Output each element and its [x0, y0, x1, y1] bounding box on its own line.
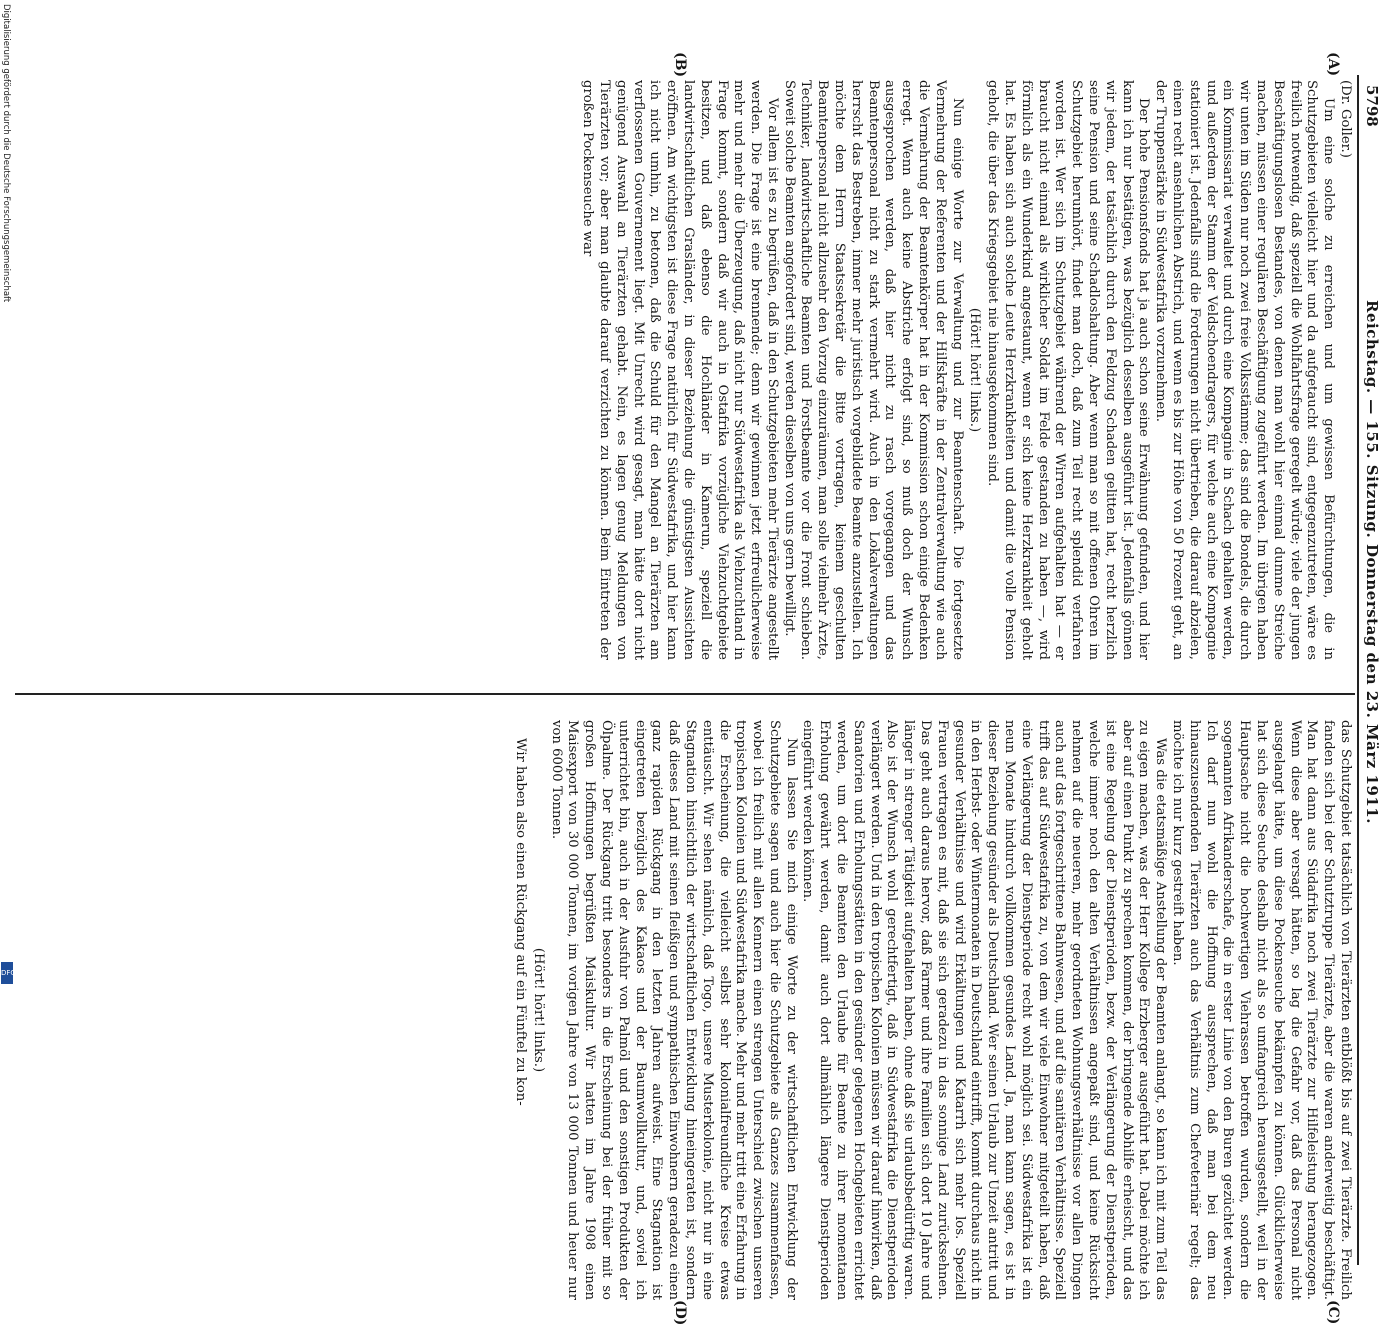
paragraph: das Schutzgebiet tatsächlich von Tierärzten entblößt bis auf zwei Tierärzte. Freilich fanden sich bei der Schutztruppe Tierärzte, aber die waren anderweitig beschäftigt. Man hat dann aus Südafrika noch zwei Tierärzte zur Hilfeleistung herangezogen. Wenn diese aber versagt hätten, so lag die Gefahr vor, daß das Personal nicht ausgelangt hätte, um diese Pockenseuche bekämpfen zu können. Glücklicherweise hat sich diese Seuche deshalb nicht als so umfangreich herausgestellt, weil in der Hauptsache nicht die hochwertigen Viehrassen betroffen wurden, sondern die sogenannten Afrikanderschafe, die in erster Linie von den Buren gezüchtet werden. Ich darf nun wohl die Hoffnung aussprechen, daß man bei dem neu hinauszusendenden Tierärzten auch das Verhältnis zum Chefveterinär regelt; das möchte ich nur kurz gestreift haben. — [1170, 720, 1353, 1300]
margin-letter-d: (D) — [672, 1300, 688, 1325]
interjection: (Hört! hört! links.) — [967, 307, 983, 433]
left-column — [11, 80, 1353, 660]
running-header — [1353, 0, 1383, 1000]
header-rule — [1357, 75, 1359, 1265]
margin-letter-b: (B) — [672, 52, 688, 78]
paragraph: Um eine solche zu erreichen und um gewissen Befürchtungen, die in Schutzgebieten vielleicht hier und da aufgetaucht sind, entgegenzutreten, wäre es freilich notwendig, daß speziell die Wohlfahrtsfrage geregelt würde; viele der jungen Beschäftigungslosen Bestandes, von denen man wohl hier einmal dumme Streiche machen, müssen einer regulären Beschäftigung zugeführt werden. Im übrigen haben wir unten im Süden nur noch zwei freie Volksstämme; das sind die Bondels, die durch ein Kommissariat verwaltet und durch eine Kompagnie in Schach gehalten werden, und außerdem der Stamm der Veldschoendragers, für welche auch eine Kompagnie stationiert ist. Jedenfalls sind die Forderungen nicht übertrieben, die darauf abzielen, einen recht ansehnlichen Abstrich, und wenn es bis zur Höhe von 50 Prozent geht, an der Truppenstärke in Südwestafrika vorzunehmen. — [1153, 80, 1337, 660]
paragraph: Nun einige Worte zur Verwaltung und zur Beamtenschaft. Die fortgesetzte Vermehrung der Referenten und der Hilfskräfte in der Zentralverwaltung wie auch die Vermehrung der Beamtenkörper hat in der Kommission schon einige Bedenken erregt. Wenn auch keine Abstriche erfolgt sind, so muß doch der Wunsch ausgesprochen werden, daß hier nicht zu rasch vorgegangen und das Beamtenpersonal nicht zu stark vermehrt wird. Auch in den Lokalverwaltungen herrscht das Bestreben, immer mehr juristisch vorgebildete Beamte anzustellen. Ich möchte dem Herrn Staatssekretär die Bitte vortragen, keinem geschulten Beamtenpersonal nicht allzusehr den Vorzug einzuräumen, man solle vielmehr Ärzte, Techniker, landwirtschaftliche Beamten und Forstbeamte vor die Front schieben. Soweit solche Beamten angefordert sind, werden dieselben von uns gern bewilligt. — [781, 80, 965, 660]
paragraph: Der hohe Pensionsfonds hat ja auch schon seine Erwähnung gefunden, und hier kann ich nur bestätigen, was bezüglich desselben ausgeführt ist. Jedenfalls gönnen wir jedem, der tatsächlich durch den Feldzug Schaden gelitten hat, recht herzlich seine Pension und seine Schadloshaltung. Aber wenn man so mit offenen Ohren im Schutzgebiet herumhört, findet man doch, daß zum Teil recht splendid verfahren worden ist. Wer sich im Schutzgebiet während der Wirren aufgehalten hat — er braucht nicht einmal als wirklicher Soldat im Felde gestanden zu haben —, wird förmlich als ein Wunderkind angestaunt, wenn er sich keine Herzkrankheit geholt hat. Es haben sich auch solche Leute Herzkrankheiten und damit die volle Pension geholt, die über das Kriegsgebiet nie hinausgekommen sind. — [985, 80, 1152, 660]
dfg-logo: DFG — [1, 962, 13, 984]
header-title: Reichstag. — 155. Sitzung. Donnerstag den 23. März 1911. — [1363, 300, 1381, 824]
paragraph: Was die etatsmäßige Anstellung der Beamten anlangt, so kann ich mit zum Teil das zu eigen machen, was der Herr Kollege Erzberger ausgeführt hat. Dabei möchte ich aber auf einen Punkt zu sprechen kommen, der bringende Abhilfe erheischt, und das ist eine Regelung der Dienstperioden, bezw. der Verlängerung der Dienstperioden, welche immer noch den alten Verhältnissen angepaßt sind, und keine Rücksicht nehmen auf die neueren, mehr geordneten Wohnungsverhältnisse vor allen Dingen auch auf das fortgeschrittene Bahnwesen, und auf die sanitären Verhältnisse. Speziell trifft das auf Südwestafrika zu, von dem wir viele Einwohner mitgeteilt haben, daß eine Verlängerung der Dienstperiode recht wohl möglich sei. Südwestafrika ist ein neun Monate hindurch vollkommen gesundes Land. Ja, man kann sagen, es ist in dieser Beziehung gesünder als Deutschland. Wer seinen Urlaub zur Unzeit antritt und in den Herbst- oder Wintermonaten in Deutschland eintrifft, kommt durchaus nicht in gesunder Verhältnisse und wird Erkältungen und Katarrh sich mehr los. Speziell Frauen vertragen es mit, daß sie sich geradezu in das sonnige Land zurücksehnen. Das geht auch daraus hervor, daß Farmer und ihre Familien sich dort 10 Jahre und länger in strenger Tätigkeit aufgehalten haben, ohne daß sie urlaubsbedürftig waren. Also ist der Wunsch wohl gerechtfertigt, daß in Südwestafrika die Dienstperioden verlängert werden. Und in den tropischen Kolonien müssen wir darauf hinwirken, daß Sanatorien und Erholungsstätten in den gesünder gelegenen Hochgebieten errichtet werden, um dort die Beamten den Urlaube für Beamte zu ihrer momentanen Erholung gewährt werden, damit auch dort allmählich längere Dienstperioden eingeführt werden können. — [800, 720, 1169, 1300]
paragraph: Wir haben also einen Rückgang auf ein Fünftel zu kon- — [512, 738, 528, 1106]
margin-letter-c: (C) — [1325, 1300, 1341, 1325]
paragraph: Vor allem ist es zu begrüßen, daß in den Schutzgebieten mehr Tierärzte angestellt werden. Die Frage ist eine brennende; denn wir gewinnen jetzt erfreulicherweise mehr und mehr die Überzeugung, daß nicht nur Südwestafrika als Viehzuchtland in Frage kommt, sondern daß wir auch in Ostafrika vorzügliche Viehzuchtgebiete besitzen, und daß ebenso die Hochländer in Kamerun, speziell die landwirtschaftlichen Grasländer, in dieser Beziehung die günstigsten Aussichten eröffnen. Am wichtigsten ist diese Frage natürlich für Südwestafrika, und hier kann ich nicht umhin, zu betonen, daß die Schuld für den Mangel an Tierärzten am verflossenen Gouvernement liegt. Mit Unrecht wird gesagt, man hätte dort nicht genügend Auswahl an Tierärzten gehabt. Nein, es lagen genug Meldungen von Tierärzten vor; aber man glaubte darauf verzichten zu können. Beim Eintreten der großen Pockenseuche war — [580, 80, 780, 660]
paragraph: Nun lassen Sie mich einige Worte zu der wirtschaftlichen Entwicklung der Schutzgebiete sagen und auch hier die Schutzgebiete als Ganzes zusammenfassen, wobei ich freilich mit allen Kennern einen strengen Unterschied zwischen unseren tropischen Kolonien und Südwestafrika mache. Mehr und mehr tritt eine Erfahrung in die Erscheinung, die vielleicht selbst sehr kolonialfreundliche Kreise etwas enttäuscht. Wir sehen nämlich, daß Togo, unsere Musterkolonie, nicht nur in eine Stagnation hinsichtlich der wirtschaftlichen Entwicklung hineingeraten ist, sondern daß dieses Land mit seinen fleißigen und sympathischen Einwohnern geradezu einen ganz rapiden Rückgang in den letzten Jahren aufweist. Eine Stagnation ist eingetreten bezüglich des Kakaos und der Baumwollkultur, und, soviel ich unterrichtet bin, auch in der Ausfuhr von Palmöl und den sonstigen Produkten der Ölpalme. Der Rückgang tritt besonders in die Erscheinung bei der früher mit so großen Hoffnungen begrüßten Maiskultur. Wir hatten im Jahre 1908 einen Maisexport von 30 000 Tonnen, im vorigen Jahre von 13 000 Tonnen und heuer nur von 6000 Tonnen. — [548, 720, 799, 1300]
page-number: 5798 — [1363, 85, 1381, 127]
speaker-name: (Dr. Goller.) — [1338, 80, 1353, 158]
margin-letter-a: (A) — [1325, 52, 1341, 77]
interjection: (Hört! hört! links.) — [530, 947, 546, 1073]
column-divider — [15, 693, 1355, 695]
right-column — [11, 720, 1353, 1300]
digitization-credit: Digitalisierung gefördert durch die Deutsche Forschungsgemeinschaft — [1, 4, 11, 303]
